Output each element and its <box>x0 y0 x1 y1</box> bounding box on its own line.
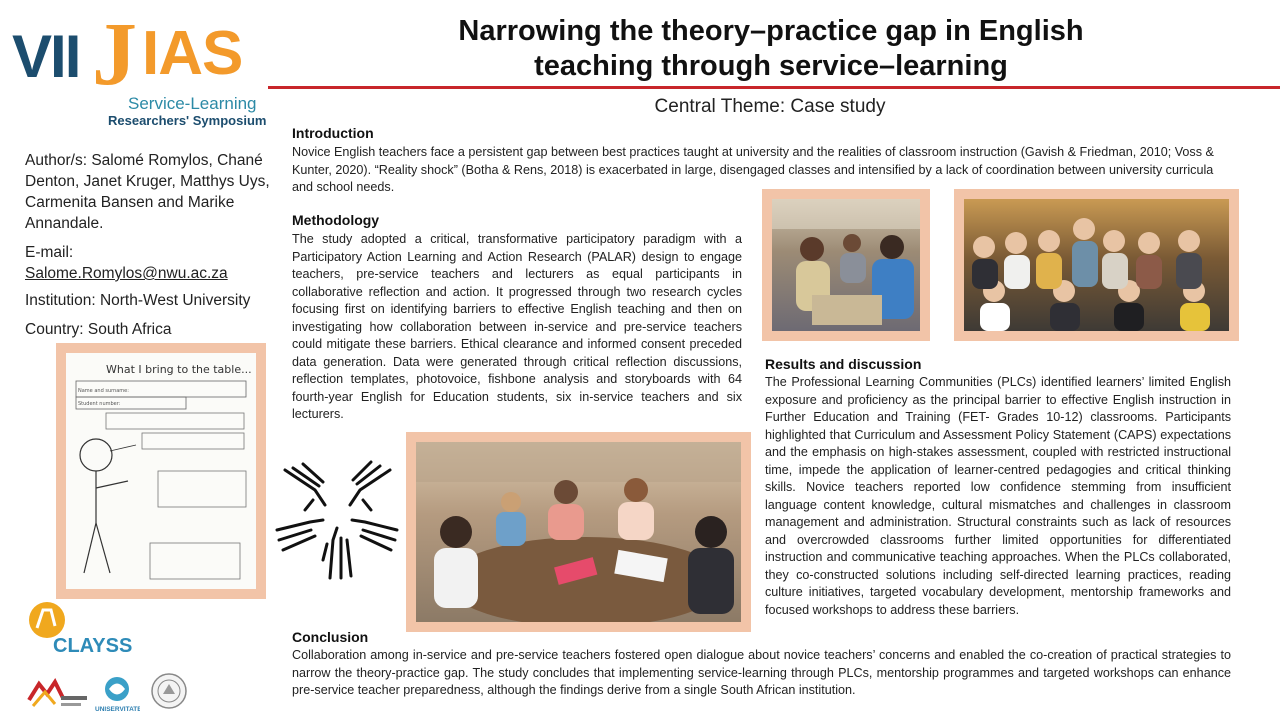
worksheet-name-field: Name and surname: <box>78 388 129 394</box>
central-theme: Central Theme: Case study <box>654 96 886 117</box>
results-heading: Results and discussion <box>765 356 922 372</box>
worksheet-title: What I bring to the table... <box>106 363 252 376</box>
hands-icon <box>275 460 400 580</box>
photo-group-frame <box>954 189 1239 341</box>
authors: Author/s: Salomé Romylos, Chané Denton, Janet Kruger, Matthys Uys, Carmenita Bansen and Marike Annandale. <box>25 152 270 232</box>
title-divider <box>268 86 1280 89</box>
worksheet-image-frame <box>56 343 266 599</box>
uniservitate-text: UNISERVITATE <box>95 706 140 713</box>
email-label: E-mail: <box>25 244 74 261</box>
photo-classroom-frame <box>762 189 930 341</box>
author-info <box>25 150 275 348</box>
symposium-logo <box>12 5 274 132</box>
methodology-heading: Methodology <box>292 212 380 228</box>
photo-workshop <box>416 442 741 622</box>
methodology-text: The study adopted a critical, transformative participatory paradigm with a Participatory Action Learning and Action Research (PALAR) design to engage teachers, pre-service teachers and lecturers as equal participants in collaborative reflection and action. It progressed through two research cycles focusing first on identifying barriers to effective English teaching and then on investigating how collaboration between in-service and pre-service teachers could mitigate these barriers. Ethical clearance and informed consent preceded data generation. Data were generated through critical reflection discussions, reflection templates, photovoice, fishbone analysis and storyboards with 64 fourth-year English for Education students, six in-service teachers and six lecturers. <box>292 232 742 421</box>
logo-ias: IAS <box>142 19 243 88</box>
red-iberoamericana-logo <box>25 676 90 712</box>
photo-group <box>964 199 1229 331</box>
photo-classroom-figures <box>772 199 920 331</box>
email-link[interactable]: Salome.Romylos@nwu.ac.za <box>25 265 228 282</box>
country: Country: South Africa <box>25 321 172 338</box>
conclusion-heading: Conclusion <box>292 629 369 645</box>
logo-j: J <box>92 5 137 104</box>
hands-graphic <box>275 460 400 580</box>
logo-service-learning: Service-Learning <box>128 94 257 113</box>
logo-symposium: Researchers' Symposium <box>108 113 267 128</box>
worksheet-drawing <box>66 353 256 589</box>
red-iberoamericana-emblem <box>25 676 90 712</box>
photo-group-figures <box>964 199 1229 331</box>
introduction-heading: Introduction <box>292 125 374 141</box>
worksheet-student-field: Student number: <box>78 401 121 407</box>
university-seal-logo <box>150 672 188 710</box>
poster-title: Narrowing the theory–practice gap in English teaching through service–learning <box>458 15 1084 82</box>
uniservitate-emblem <box>95 674 140 714</box>
photo-workshop-figures <box>416 442 741 622</box>
clayss-logo <box>25 600 135 664</box>
worksheet-image <box>66 353 256 589</box>
introduction-text: Novice English teachers face a persistent gap between best practices taught at university and the realities of classroom instruction (Gavish & Friedman, 2010; Voss & Kunter, 2020). “Reality shock” (Botha & Rens, 2018) is exacerbated in large, disengaged classes and intensified by a lack of coordination between university curricula and school needs. <box>292 145 1214 194</box>
conclusion-text: Collaboration among in-service and pre-service teachers fostered open dialogue about novice teachers’ concerns and enabled the co-creation of practical strategies to narrow the theory-practice gap. The study concludes that implementing service-learning through PLCs, mentorship programmes and targeted workshops can enhance pre-service teacher preparedness, although the findings derive from a single South African institution. <box>292 648 1231 697</box>
results-text: The Professional Learning Communities (PLCs) identified learners’ limited English exposure and proficiency as the principal barrier to effective English instruction in Further Education and Training (FET- Grades 10-12) classrooms. Participants highlighted that Curriculum and Assessment Policy Statement (CAPS) expectations and the emphasis on high-stakes assessment, coupled with restricted instructional time, impede the application of learner-centred pedagogies and critical thinking skills. Novice teachers reported low confidence stemming from insufficient language content knowledge, cultural mismatches and challenges in classroom management and administration. Structural constraints such as lack of resources and overcrowded classrooms further limited opportunities for differentiated instruction and communicative teaching approaches. When the PLCs collaborated, they co-constructed solutions including self-directed learning practices, reading culture initiatives, targeted vocabulary development, mentorship frameworks and focused workshops to address these barriers. <box>765 375 1231 617</box>
university-seal-emblem <box>150 672 188 710</box>
institution: Institution: North-West University <box>25 292 251 309</box>
photo-workshop-frame <box>406 432 751 632</box>
clayss-text: CLAYSS <box>53 635 133 657</box>
uniservitate-logo <box>95 674 140 714</box>
photo-classroom <box>772 199 920 331</box>
logo-vii: VII <box>12 23 80 90</box>
clayss-emblem <box>25 600 135 664</box>
